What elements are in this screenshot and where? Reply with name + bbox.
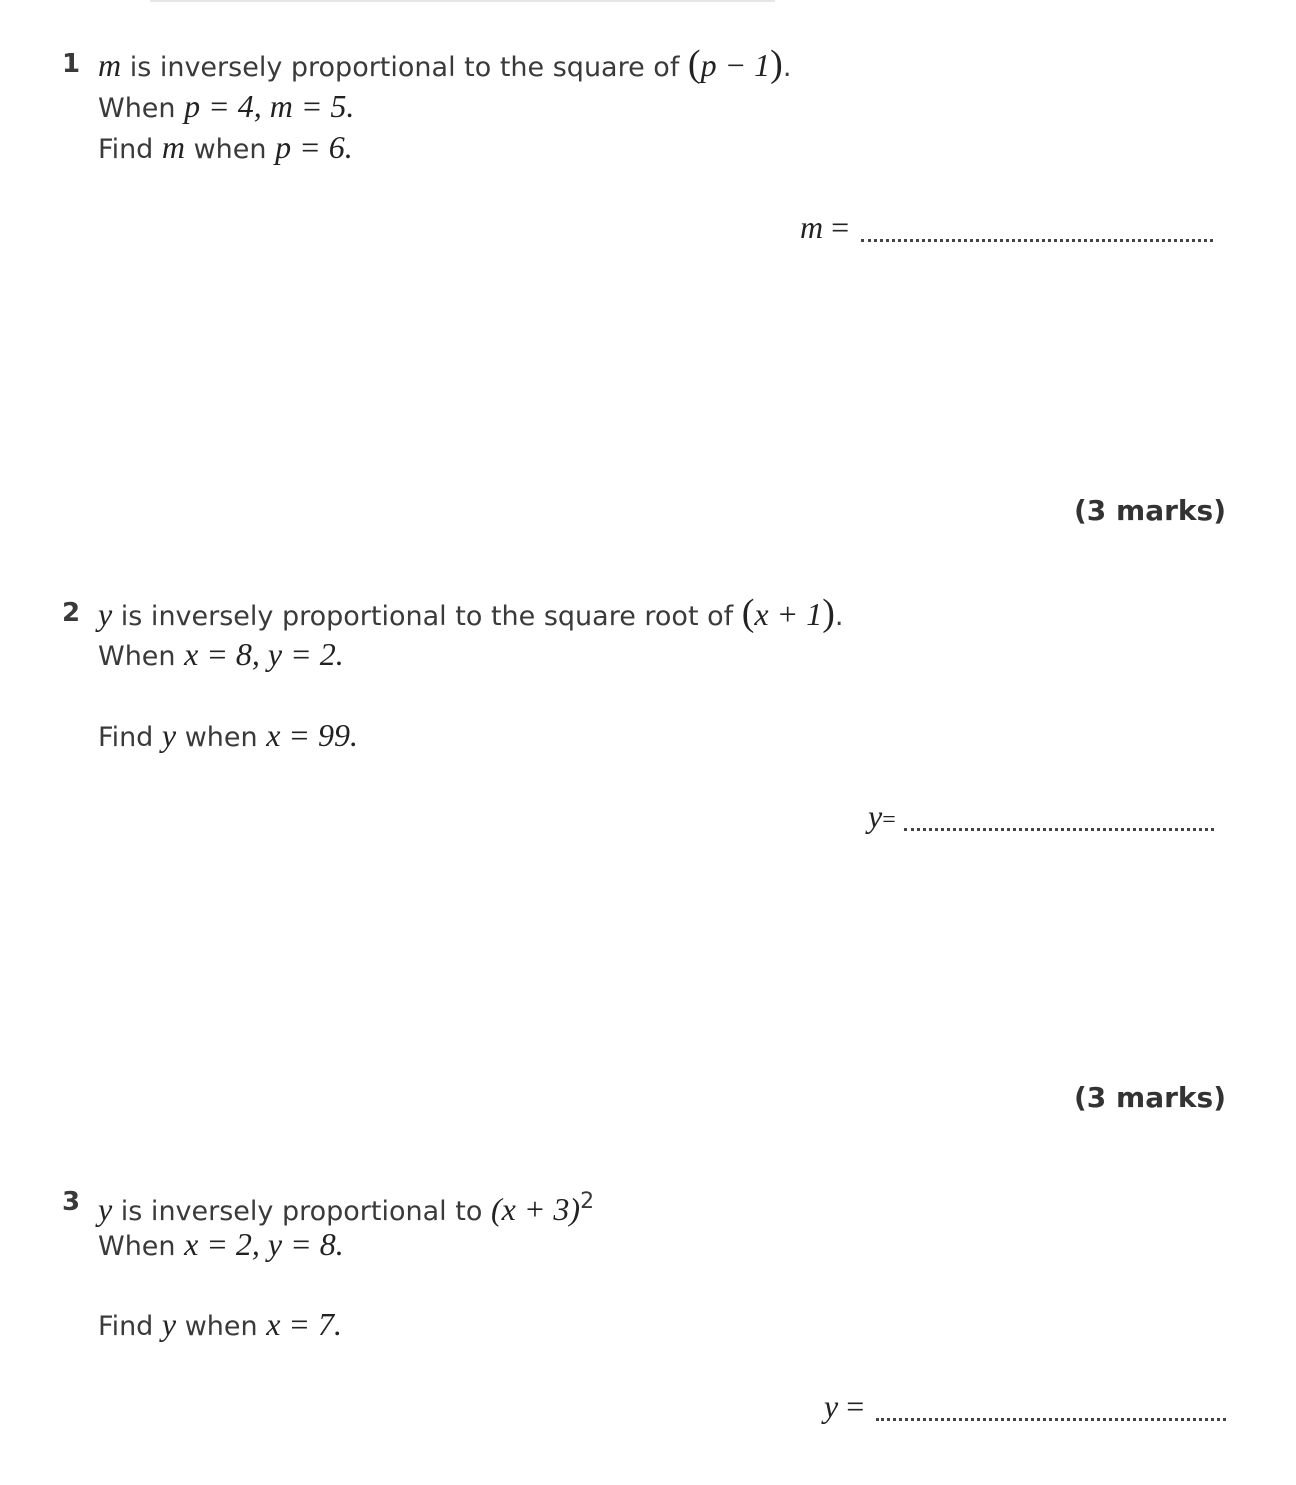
given-label: When [98, 641, 185, 672]
given-condition [98, 1224, 344, 1267]
find-instruction [98, 1304, 342, 1347]
answer-variable: y [824, 1388, 839, 1424]
given-math: x = 8, y = 2. [184, 636, 344, 672]
marks-label: (3 marks) [1074, 494, 1226, 527]
open-paren: ( [687, 43, 701, 85]
close-paren: ) [822, 592, 835, 634]
stem-text: is inversely proportional to the square root of [112, 601, 742, 632]
question-number: 2 [62, 598, 81, 628]
answer-equals: = [882, 807, 896, 833]
find-instruction [98, 715, 358, 758]
top-rule [150, 0, 775, 2]
stem-variable: y [98, 596, 113, 632]
find-math: x = 99. [266, 717, 358, 753]
given-math: x = 2, y = 8. [184, 1226, 344, 1262]
given-label: When [98, 93, 185, 124]
question-stem [98, 593, 843, 637]
find-math: p = 6. [275, 129, 353, 165]
given-label: When [98, 1231, 185, 1262]
find-variable: m [161, 129, 186, 165]
stem-text: is inversely proportional to the square of [121, 52, 688, 83]
stem-end: . [782, 52, 792, 83]
find-label: Find [98, 134, 162, 165]
answer-line [868, 796, 1214, 842]
answer-equals: = [823, 209, 850, 245]
find-when: when [176, 722, 267, 753]
answer-variable: y [868, 798, 883, 834]
answer-line [800, 207, 1213, 253]
stem-end: . [834, 601, 844, 632]
question-number: 3 [62, 1187, 81, 1217]
stem-expression: (x + 3) [490, 1191, 581, 1227]
marks-label: (3 marks) [1074, 1081, 1226, 1114]
stem-expression: p − 1 [700, 47, 771, 83]
stem-expression: x + 1 [754, 596, 823, 632]
open-paren: ( [741, 592, 755, 634]
answer-field[interactable] [861, 239, 1213, 242]
question-number: 1 [62, 49, 81, 79]
find-variable: y [161, 717, 177, 753]
answer-field[interactable] [904, 828, 1214, 831]
find-label: Find [98, 1311, 162, 1342]
stem-text: is inversely proportional to [112, 1196, 491, 1227]
answer-equals: = [838, 1388, 865, 1424]
given-condition [98, 86, 354, 129]
find-when: when [176, 1311, 267, 1342]
given-math: p = 4, m = 5. [184, 88, 355, 124]
find-instruction [98, 127, 353, 170]
close-paren: ) [770, 43, 783, 85]
stem-exponent: 2 [580, 1189, 595, 1214]
find-label: Find [98, 722, 162, 753]
answer-variable: m [800, 209, 824, 245]
given-condition [98, 634, 344, 677]
find-when: when [185, 134, 276, 165]
answer-field[interactable] [876, 1418, 1226, 1421]
question-stem [98, 44, 791, 88]
stem-variable: m [98, 47, 122, 83]
stem-variable: y [98, 1191, 113, 1227]
find-variable: y [161, 1306, 177, 1342]
find-math: x = 7. [266, 1306, 342, 1342]
answer-line [824, 1386, 1226, 1432]
